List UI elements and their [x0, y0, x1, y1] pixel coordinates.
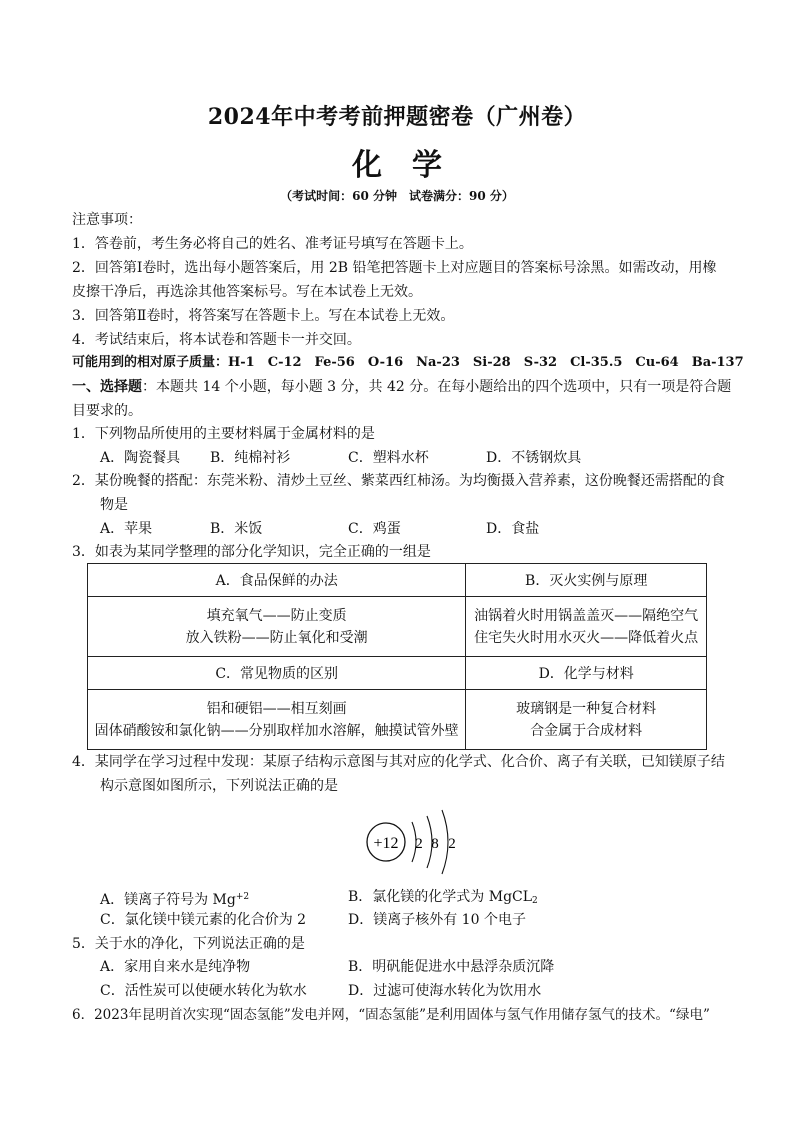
- subject-title: 化学: [352, 148, 472, 183]
- q2-option-d: D．食盐: [486, 521, 540, 537]
- notice-item: 4．考试结束后，将本试卷和答题卡一并交回。: [72, 332, 361, 348]
- shell-electrons: 2: [415, 836, 423, 852]
- table-cell-a: [88, 597, 466, 657]
- table-cell-line: 放入铁粉——防止氧化和受潮: [185, 629, 368, 646]
- section1-intro-cont: 目要求的。: [72, 403, 142, 419]
- q1-stem: 1．下列物品所使用的主要材料属于金属材料的是: [72, 426, 375, 442]
- q4-option-d: D．镁离子核外有 10 个电子: [348, 912, 526, 928]
- table-row: [88, 597, 707, 657]
- table-cell-line: 玻璃钢是一种复合材料: [516, 700, 657, 717]
- q5-option-d: D．过滤可使海水转化为饮用水: [348, 983, 542, 999]
- page-title: 2024年中考考前押题密卷（广州卷）: [207, 104, 587, 130]
- formula-subscript: 2: [532, 896, 538, 906]
- q4-option-b: [348, 888, 538, 910]
- q2-stem-cont: 物是: [100, 497, 128, 513]
- table-row: [88, 657, 707, 690]
- q4-option-a-text: A．镁离子符号为 Mg: [100, 892, 236, 908]
- table-cell-line: 固体硝酸铵和氯化钠——分别取样加水溶解，触摸试管外壁: [94, 722, 459, 739]
- table-row: [88, 564, 707, 597]
- q5-option-b: B．明矾能促进水中悬浮杂质沉降: [348, 959, 555, 975]
- magnesium-atom-diagram: [360, 800, 480, 880]
- q6-stem: 6．2023年昆明首次实现“固态氢能”发电并网，“固态氢能”是利用固体与氢气作用储存氢气的技术。“绿电”: [72, 1007, 710, 1023]
- q3-knowledge-table: [87, 563, 707, 750]
- table-cell-b: [466, 597, 707, 657]
- table-header-b: B．灭火实例与原理: [466, 564, 707, 597]
- q4-option-b-text: B．氯化镁的化学式为 MgCL: [348, 889, 533, 905]
- q4-stem: 4．某同学在学习过程中发现：某原子结构示意图与其对应的化学式、化合价、离子有关联，已知镁原子结: [72, 754, 725, 770]
- nucleus-charge: +12: [373, 835, 399, 852]
- table-cell-d: [466, 690, 707, 750]
- table-header-c: C．常见物质的区别: [88, 657, 466, 690]
- q5-option-c: C．活性炭可以使硬水转化为软水: [100, 983, 307, 999]
- shell-electrons: 8: [431, 836, 439, 852]
- section1-intro-text: ：本题共 14 个小题，每小题 3 分，共 42 分。在每小题给出的四个选项中，只有一项是符合题: [142, 379, 732, 395]
- exam-info: （考试时间：60 分钟 试卷满分：90 分）: [280, 189, 514, 203]
- q1-option-c: C．塑料水杯: [348, 450, 429, 466]
- notice-item: 皮擦干净后，再选涂其他答案标号。写在本试卷上无效。: [72, 284, 422, 300]
- q2-stem: 2．某份晚餐的搭配：东莞米粉、清炒土豆丝、紫菜西红柿汤。为均衡摄入营养素，这份晚餐还需搭配的食: [72, 473, 725, 489]
- table-cell-line: 住宅失火时用水灭火——降低着火点: [474, 629, 699, 646]
- shell-electrons: 2: [448, 836, 456, 852]
- table-header-a: A．食品保鲜的办法: [88, 564, 466, 597]
- charge-superscript: +2: [235, 892, 250, 902]
- notice-item: 3．回答第Ⅱ卷时，将答案写在答题卡上。写在本试卷上无效。: [72, 308, 455, 324]
- table-cell-line: 填充氧气——防止变质: [206, 607, 347, 624]
- q1-option-a: A．陶瓷餐具: [100, 450, 181, 466]
- q2-option-c: C．鸡蛋: [348, 521, 401, 537]
- table-cell-c: [88, 690, 466, 750]
- q2-option-a: A．苹果: [100, 521, 153, 537]
- table-cell-line: 油锅着火时用锅盖盖灭——隔绝空气: [474, 607, 699, 624]
- table-row: [88, 690, 707, 750]
- notice-item: 2．回答第Ⅰ卷时，选出每小题答案后，用 2B 铅笔把答题卡上对应题目的答案标号涂黑。如需改动，用橡: [72, 260, 717, 276]
- table-header-d: D．化学与材料: [466, 657, 707, 690]
- notice-heading: 注意事项：: [72, 212, 142, 228]
- q4-stem-cont: 构示意图如图所示，下列说法正确的是: [100, 778, 338, 794]
- q1-option-d: D．不锈钢炊具: [486, 450, 582, 466]
- q1-option-b: B．纯棉衬衫: [210, 450, 291, 466]
- q5-stem: 5．关于水的净化，下列说法正确的是: [72, 936, 305, 952]
- q4-option-c: C．氯化镁中镁元素的化合价为 2: [100, 912, 307, 928]
- notice-item: 1．答卷前，考生务必将自己的姓名、准考证号填写在答题卡上。: [72, 236, 473, 252]
- q3-stem: 3．如表为某同学整理的部分化学知识，完全正确的一组是: [72, 544, 431, 560]
- section1-intro: [72, 378, 731, 396]
- electron-shell-arc: [442, 810, 448, 874]
- table-cell-line: 铝和硬铝——相互刻画: [206, 700, 347, 717]
- section1-prefix: 一、选择题: [72, 379, 142, 395]
- q5-option-a: A．家用自来水是纯净物: [100, 959, 251, 975]
- q2-option-b: B．米饭: [210, 521, 263, 537]
- table-cell-line: 合金属于合成材料: [530, 722, 643, 739]
- atomic-mass-line: 可能用到的相对原子质量：H-1 C-12 Fe-56 O-16 Na-23 Si-28 S-32 Cl-35.5 Cu-64 Ba-137: [72, 355, 744, 370]
- q4-option-a: [100, 888, 249, 909]
